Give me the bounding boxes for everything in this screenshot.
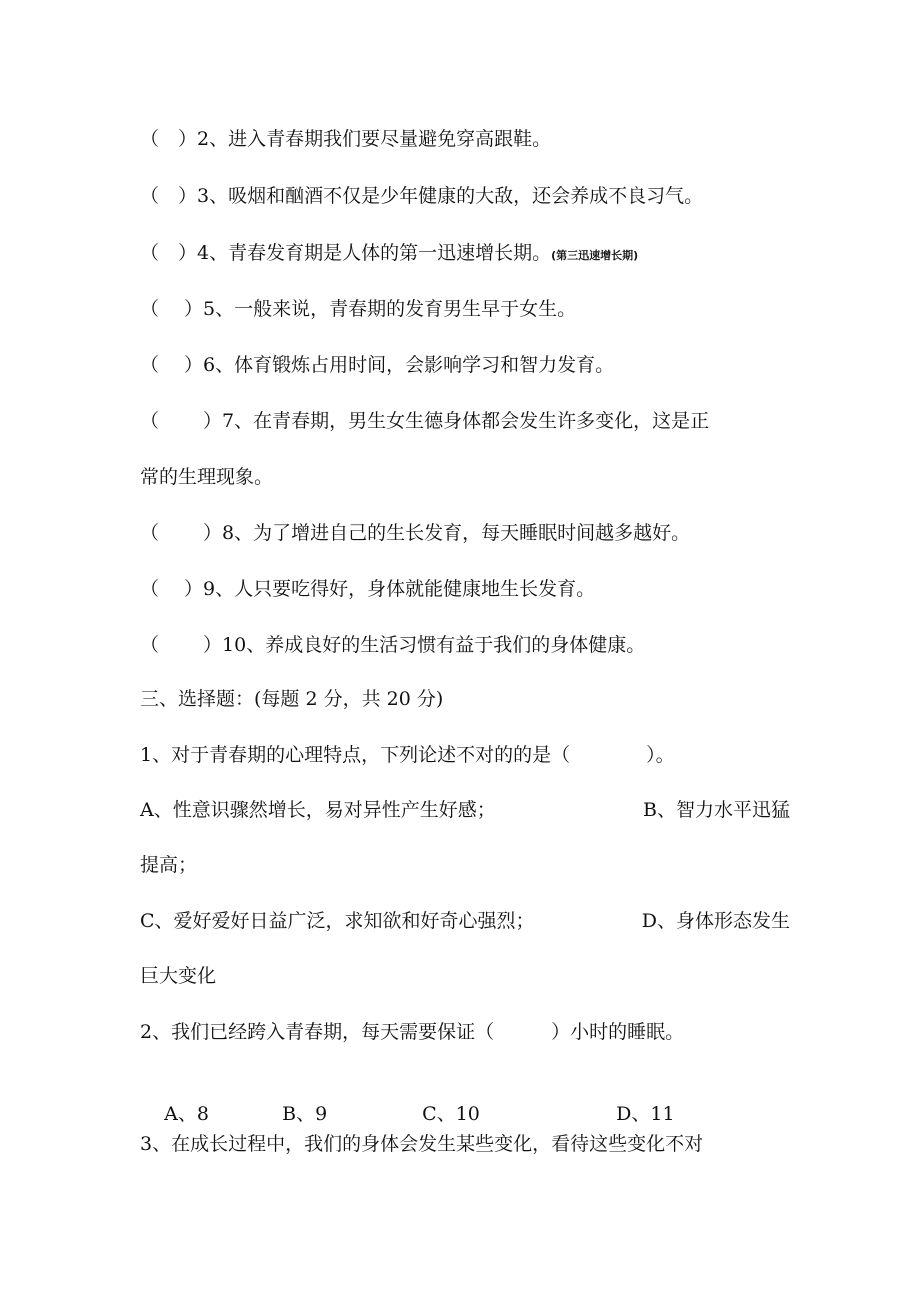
tf-item-9: （ ）9、人只要吃得好，身体就能健康地生长发育。 — [140, 578, 596, 600]
q2-option-d: D、11 — [616, 1103, 675, 1125]
q1-option-a: A、性意识骤然增长，易对异性产生好感； — [140, 799, 496, 821]
q1-options-ab — [140, 797, 790, 823]
q1-option-d-cont: 巨大变化 — [140, 965, 217, 987]
q2-option-b: B、9 — [282, 1103, 328, 1125]
tf-item-4-text: （ ）4、青春发育期是人体的第一迅速增长期。 — [140, 242, 552, 264]
section-title: 三、选择题：(每题 2 分，共 20 分) — [140, 688, 444, 710]
q1-stem: 1、对于青春期的心理特点，下列论述不对的的是（ ）。 — [140, 744, 675, 766]
q1-option-b-cont: 提高； — [140, 854, 198, 876]
q3-stem: 3、在成长过程中，我们的身体会发生某些变化，看待这些变化不对 — [140, 1133, 704, 1155]
tf-item-6: （ ）6、体育锻炼占用时间，会影响学习和智力发育。 — [140, 354, 615, 376]
q1-options-cd — [140, 908, 790, 934]
q2-stem: 2、我们已经跨入青春期，每天需要保证（ ）小时的睡眠。 — [140, 1021, 685, 1043]
q1-option-d: D、身体形态发生 — [641, 910, 790, 932]
tf-item-8: （ ）8、为了增进自己的生长发育，每天睡眠时间越多越好。 — [140, 522, 691, 544]
tf-item-3: （ ）3、吸烟和酗酒不仅是少年健康的大敌，还会养成不良习气。 — [140, 185, 704, 207]
tf-item-10: （ ）10、养成良好的生活习惯有益于我们的身体健康。 — [140, 634, 646, 656]
q1-option-b: B、智力水平迅猛 — [643, 799, 790, 821]
tf-item-4-note: (第三迅速增长期) — [551, 249, 639, 262]
q2-option-a: A、8 — [164, 1103, 209, 1125]
tf-item-7-cont: 常的生理现象。 — [140, 466, 274, 488]
tf-item-7: （ ）7、在青春期，男生女生德身体都会发生许多变化，这是正 — [140, 410, 710, 432]
tf-item-4 — [140, 240, 790, 269]
q2-option-c: C、10 — [422, 1103, 480, 1125]
tf-item-5: （ ）5、一般来说，青春期的发育男生早于女生。 — [140, 298, 577, 320]
tf-item-2: （ ）2、进入青春期我们要尽量避免穿高跟鞋。 — [140, 128, 552, 150]
q1-option-c: C、爱好爱好日益广泛，求知欲和好奇心强烈； — [140, 910, 535, 932]
